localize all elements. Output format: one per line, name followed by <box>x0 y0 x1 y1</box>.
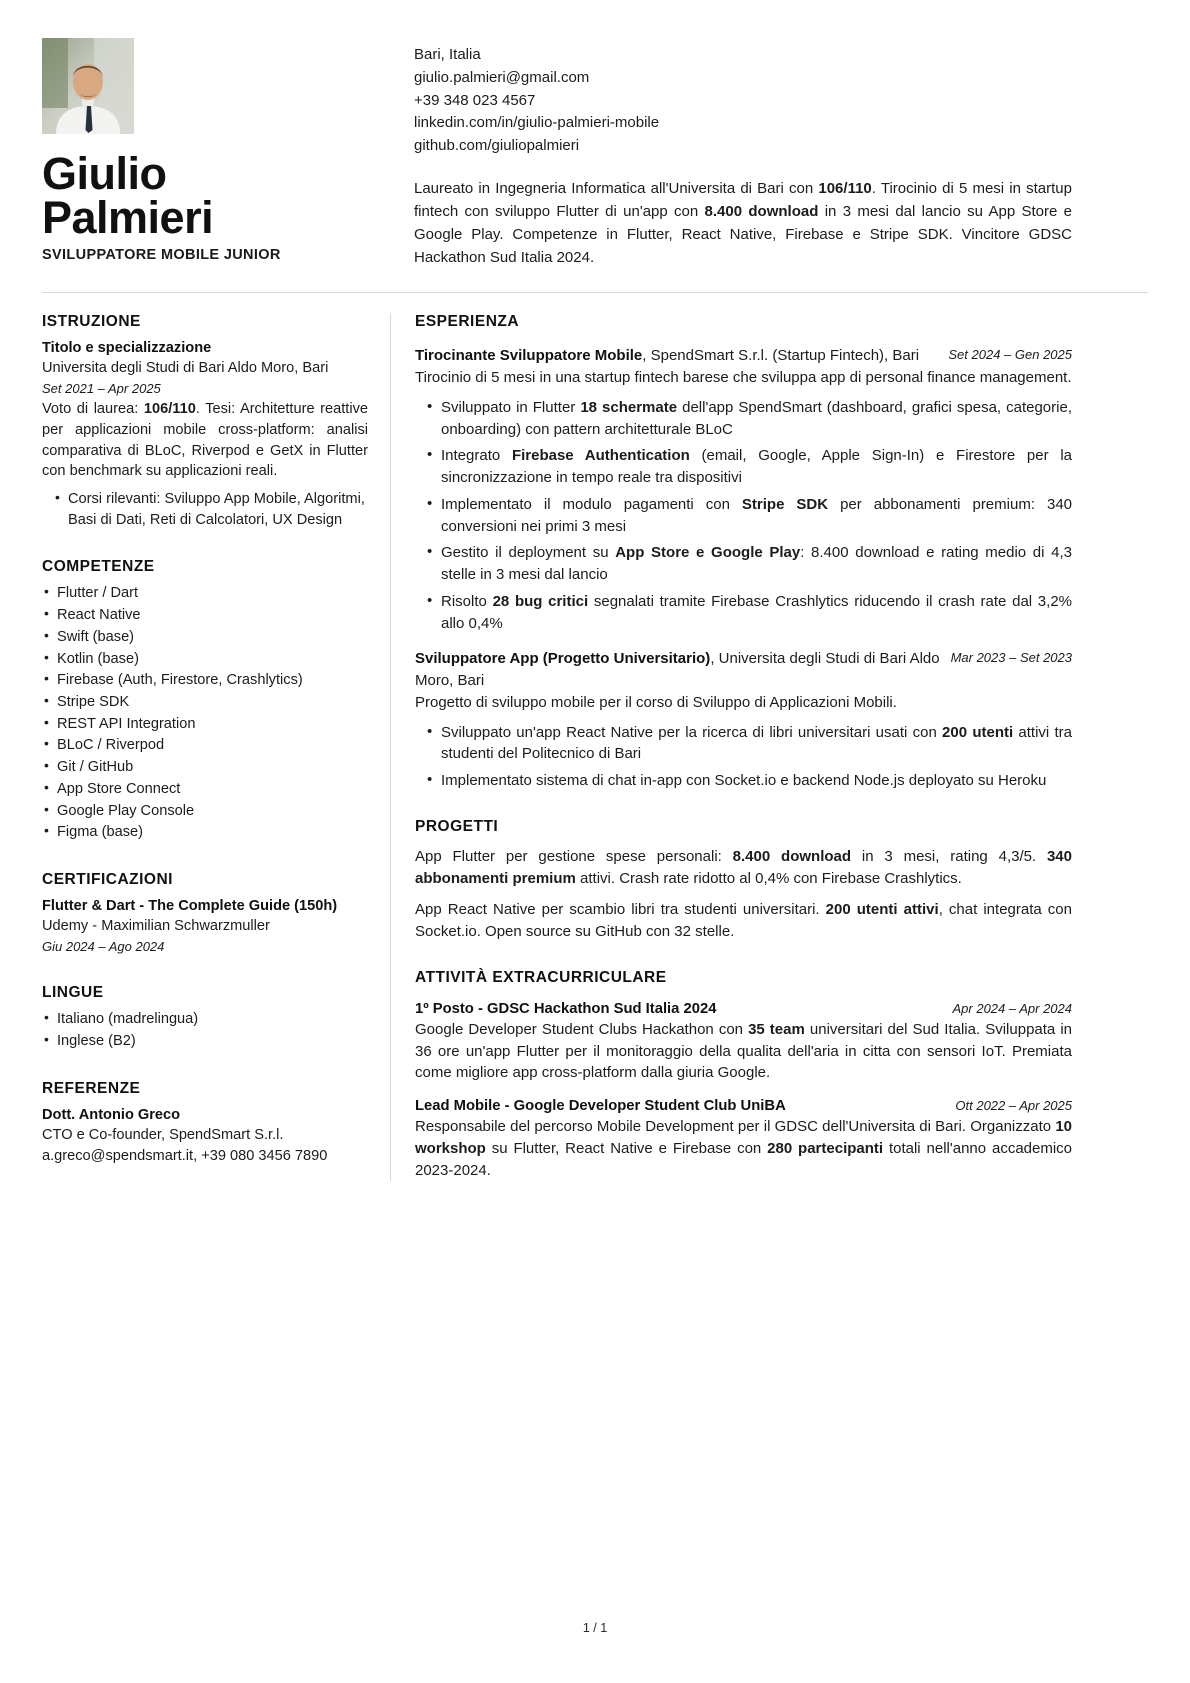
extracurricular-dates: Apr 2024 – Apr 2024 <box>952 1000 1072 1016</box>
experience-description: Tirocinio di 5 mesi in una startup fintech barese che sviluppa app di personal finance management. <box>415 369 1072 387</box>
experience-entry-head <box>415 345 1072 366</box>
list-item: • Flutter / Dart <box>42 583 368 604</box>
list-item: • Italiano (madrelingua) <box>42 1009 368 1030</box>
list-item: • Figma (base) <box>42 822 368 843</box>
experience-dates: Set 2024 – Gen 2025 <box>948 346 1072 362</box>
project-description: App React Native per scambio libri tra studenti universitari. 200 utenti attivi, chat integrata con Socket.io. Open source su GitHub con 32 stelle. <box>415 901 1072 941</box>
list-item: • App Store Connect <box>42 779 368 800</box>
experience-role-company: Sviluppatore App (Progetto Universitario), Universita degli Studi di Bari Aldo Moro, Bari <box>415 650 940 689</box>
experience-entry <box>415 345 1072 635</box>
experience-entry <box>415 648 1072 792</box>
section-extracurricular <box>415 969 1072 1182</box>
extracurricular-entry-head <box>415 1098 1072 1114</box>
contact-github[interactable]: github.com/giuliopalmieri <box>414 137 580 155</box>
resume-body <box>0 293 1190 1182</box>
section-experience <box>415 313 1072 792</box>
resume-header <box>0 0 1190 270</box>
list-item: • Integrato Firebase Authentication (email, Google, Apple Sign-In) e Firestore per la sincronizzazione in tempo reale tra dispositivi <box>415 445 1072 489</box>
main-column <box>390 313 1072 1182</box>
section-title-skills: COMPETENZE <box>42 558 155 576</box>
reference-role: CTO e Co-founder, SpendSmart S.r.l. <box>42 1126 284 1143</box>
extracurricular-dates: Ott 2022 – Apr 2025 <box>955 1098 1072 1114</box>
profile-photo <box>42 38 134 134</box>
education-bullets <box>42 489 368 530</box>
portrait-photo-icon <box>42 38 134 134</box>
education-school: Universita degli Studi di Bari Aldo Moro, Bari <box>42 359 329 376</box>
list-item: • React Native <box>42 605 368 626</box>
contact-linkedin[interactable]: linkedin.com/in/giulio-palmieri-mobile <box>414 114 660 132</box>
reference-person: Dott. Antonio Greco <box>42 1106 181 1123</box>
skills-list <box>42 583 368 843</box>
education-dates: Set 2021 – Apr 2025 <box>42 380 161 396</box>
contact-location: Bari, Italia <box>414 46 481 63</box>
contact-list <box>414 44 1072 158</box>
experience-bullets <box>415 722 1072 792</box>
section-title-languages: LINGUE <box>42 984 104 1002</box>
certification-dates: Giu 2024 – Ago 2024 <box>42 938 165 954</box>
list-item: • Implementato sistema di chat in-app con Socket.io e backend Node.js deployato su Heroku <box>415 770 1072 792</box>
list-item: • Swift (base) <box>42 627 368 648</box>
extracurricular-description: Google Developer Student Clubs Hackathon con 35 team universitari del Sud Italia. Sviluppata in 36 ore un'app Flutter per il monitoraggio della qualita dell'aria in citta con sensori IoT. Premiata come migliore app cross-platform dalla giuria Google. <box>415 1020 1072 1082</box>
section-certifications <box>42 871 368 956</box>
header-contact-summary <box>404 38 1072 270</box>
list-item: • Sviluppato un'app React Native per la ricerca di libri universitari usati con 200 utenti attivi tra studenti del Politecnico di Bari <box>415 722 1072 766</box>
section-title-certifications: CERTIFICAZIONI <box>42 871 173 889</box>
reference-contact[interactable]: a.greco@spendsmart.it, +39 080 3456 7890 <box>42 1147 328 1164</box>
candidate-job-title: SVILUPPATORE MOBILE JUNIOR <box>42 247 281 264</box>
section-title-references: REFERENZE <box>42 1079 141 1097</box>
project-description: App Flutter per gestione spese personali: 8.400 download in 3 mesi, rating 4,3/5. 340 abbonamenti premium attivi. Crash rate ridotto al 0,4% con Firebase Crashlytics. <box>415 847 1072 887</box>
extracurricular-title: Lead Mobile - Google Developer Student Club UniBA <box>415 1098 786 1115</box>
experience-entry-head <box>415 648 1072 691</box>
list-item: • Gestito il deployment su App Store e Google Play: 8.400 download e rating medio di 4,3 stelle in 3 mesi dal lancio <box>415 542 1072 586</box>
extracurricular-description: Responsabile del percorso Mobile Development per il GDSC dell'Universita di Bari. Organizzato 10 workshop su Flutter, React Native e Firebase con 280 partecipanti totali nell'anno accademico 2023-2024. <box>415 1118 1073 1179</box>
list-item: • Risolto 28 bug critici segnalati tramite Firebase Crashlytics riducendo il crash rate dal 3,2% allo 0,4% <box>415 591 1072 635</box>
experience-dates: Mar 2023 – Set 2023 <box>950 650 1072 666</box>
list-item: • Kotlin (base) <box>42 649 368 670</box>
section-projects <box>415 818 1072 943</box>
contact-email[interactable]: giulio.palmieri@gmail.com <box>414 68 590 86</box>
extracurricular-title: 1º Posto - GDSC Hackathon Sud Italia 2024 <box>415 1000 717 1017</box>
languages-list <box>42 1009 368 1051</box>
sidebar-column <box>42 313 390 1182</box>
certification-name: Flutter & Dart - The Complete Guide (150h) <box>42 898 338 915</box>
candidate-last-name: Palmieri <box>42 192 214 244</box>
candidate-first-name: Giulio <box>42 148 167 199</box>
education-detail: Voto di laurea: 106/110. Tesi: Architetture reattive per applicazioni mobile cross-platform: analisi comparativa di BLoC, Riverpod e GetX in Flutter con benchmark su applicazioni reali. <box>42 401 368 480</box>
header-identity <box>42 38 404 270</box>
list-item: • Firebase (Auth, Firestore, Crashlytics) <box>42 670 368 691</box>
list-item: • Corsi rilevanti: Sviluppo App Mobile, Algoritmi, Basi di Dati, Reti di Calcolatori, UX Design <box>42 489 368 530</box>
list-item: • REST API Integration <box>42 714 368 735</box>
list-item: • Implementato il modulo pagamenti con Stripe SDK per abbonamenti premium: 340 conversioni nei primi 3 mesi <box>415 494 1072 538</box>
section-references <box>42 1080 368 1167</box>
list-item: • Sviluppato in Flutter 18 schermate dell'app SpendSmart (dashboard, grafici spesa, categorie, onboarding) con pattern architetturale BLoC <box>415 397 1072 441</box>
section-title-extracurricular: ATTIVITÀ EXTRACURRICULARE <box>415 968 667 986</box>
extracurricular-entry <box>415 1001 1072 1084</box>
section-title-projects: PROGETTI <box>415 817 499 835</box>
experience-bullets <box>415 397 1072 635</box>
contact-phone[interactable]: +39 348 023 4567 <box>414 91 536 109</box>
education-degree-label: Titolo e specializzazione <box>42 339 212 356</box>
list-item: • Git / GitHub <box>42 757 368 778</box>
extracurricular-entry-head <box>415 1001 1072 1017</box>
section-education <box>42 313 368 531</box>
section-languages <box>42 984 368 1051</box>
section-title-experience: ESPERIENZA <box>415 312 520 330</box>
section-skills <box>42 558 368 843</box>
extracurricular-entry <box>415 1098 1072 1181</box>
list-item: • Inglese (B2) <box>42 1031 368 1052</box>
list-item: • Stripe SDK <box>42 692 368 713</box>
page-indicator: 1 / 1 <box>582 1621 608 1635</box>
experience-description: Progetto di sviluppo mobile per il corso di Sviluppo di Applicazioni Mobili. <box>415 693 897 711</box>
profile-summary: Laureato in Ingegneria Informatica all'Universita di Bari con 106/110. Tirocinio di 5 mesi in startup fintech con sviluppo Flutter di un'app con 8.400 download in 3 mesi dal lancio su App Store e Google Play. Competenze in Flutter, React Native, Firebase e Stripe SDK. Vincitore GDSC Hackathon Sud Italia 2024. <box>414 179 1072 266</box>
experience-role-company: Tirocinante Sviluppatore Mobile, SpendSmart S.r.l. (Startup Fintech), Bari <box>415 346 920 364</box>
list-item: • Google Play Console <box>42 801 368 822</box>
list-item: • BLoC / Riverpod <box>42 735 368 756</box>
section-title-education: ISTRUZIONE <box>42 312 141 330</box>
certification-provider: Udemy - Maximilian Schwarzmuller <box>42 918 270 935</box>
